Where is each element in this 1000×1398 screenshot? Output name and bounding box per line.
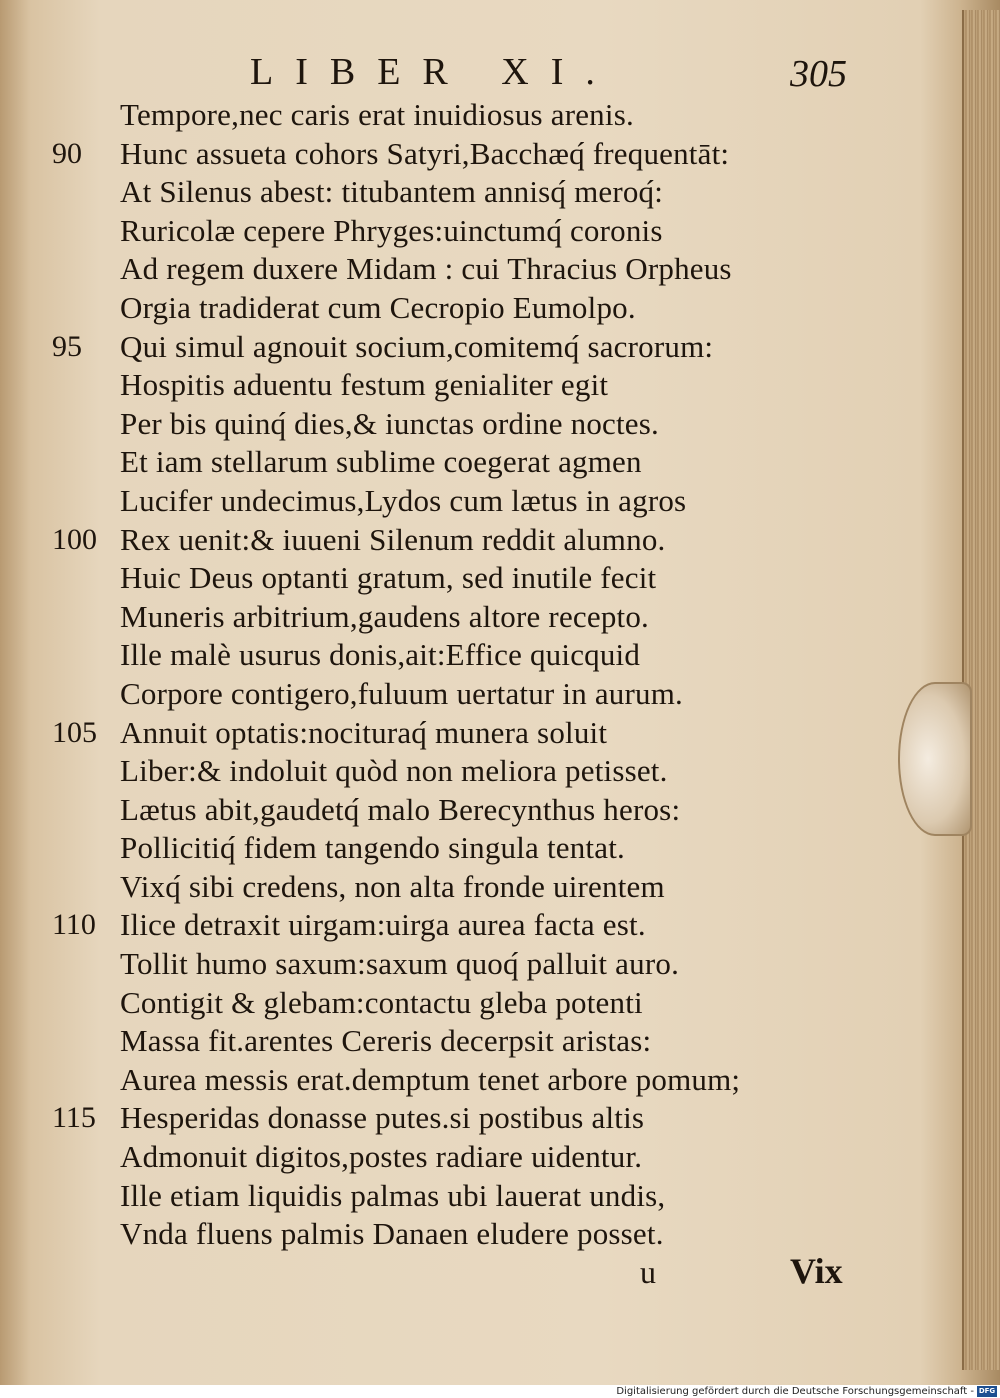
verse-text: Hesperidas donasse putes.si postibus altis [120, 1100, 645, 1136]
verse-text: At Silenus abest: titubantem annisq́ meroq́: [120, 174, 664, 210]
verse-text: Per bis quinq́ dies,& iunctas ordine noctes. [120, 405, 659, 441]
verse-line [0, 675, 960, 714]
verse-line [0, 1022, 960, 1061]
verse-line [0, 328, 960, 367]
verse-line [0, 868, 960, 907]
verse-text: Pollicitiq́ fidem tangendo singula tentat. [120, 830, 625, 866]
verse-line [0, 482, 960, 521]
line-number: 110 [52, 908, 96, 942]
verse-line [0, 791, 960, 830]
verse-line [0, 135, 960, 174]
verse-line [0, 521, 960, 560]
verse-line [0, 752, 960, 791]
verse-text: Ille malè usurus donis,ait:Effice quicquid [120, 637, 641, 673]
verse-text: Ruricolæ cepere Phryges:uinctumq́ coronis [120, 212, 663, 248]
running-head: LIBER XI. [250, 51, 617, 93]
verse-line [0, 173, 960, 212]
verse-text: Admonuit digitos,postes radiare uidentur. [120, 1139, 643, 1175]
line-number: 90 [52, 136, 82, 170]
verse-line [0, 1138, 960, 1177]
verse-text: Tollit humo saxum:saxum quoq́ palluit auro. [120, 946, 680, 982]
page-header [250, 50, 890, 100]
verse-text: Ilice detraxit uirgam:uirga aurea facta est. [120, 907, 646, 943]
verse-text: Hospitis aduentu festum genialiter egit [120, 367, 609, 403]
verse-text: Liber:& indoluit quòd non meliora petisset. [120, 753, 668, 789]
verse-line [0, 96, 960, 135]
verse-line [0, 250, 960, 289]
verse-text: Orgia tradiderat cum Cecropio Eumolpo. [120, 289, 636, 325]
verse-line [0, 1061, 960, 1100]
line-number: 105 [52, 715, 97, 749]
verse-text: Lætus abit,gaudetq́ malo Berecynthus heros: [120, 791, 681, 827]
verse-line [0, 984, 960, 1023]
catchword: Vix [790, 1251, 843, 1291]
verse-text: Corpore contigero,fuluum uertatur in aurum. [120, 675, 683, 711]
verse-line [0, 714, 960, 753]
verse-line [0, 598, 960, 637]
verse-text: Qui simul agnouit socium,comitemq́ sacrorum: [120, 328, 714, 364]
line-number: 115 [52, 1101, 96, 1135]
verse-line [0, 212, 960, 251]
verse-line [0, 1215, 960, 1254]
verse-text: Ad regem duxere Midam : cui Thracius Orpheus [120, 251, 732, 287]
signature-mark: u [640, 1254, 656, 1290]
verse-text: Vnda fluens palmis Danaen eludere posset. [120, 1216, 664, 1252]
verse-text: Contigit & glebam:contactu gleba potenti [120, 984, 643, 1020]
verse-line [0, 559, 960, 598]
verse-line [0, 1099, 960, 1138]
verse-text: Huic Deus optanti gratum, sed inutile fecit [120, 560, 657, 596]
page-footer-catch [0, 1250, 960, 1300]
verse-line [0, 1177, 960, 1216]
verse-line [0, 636, 960, 675]
verse-text: Hunc assueta cohors Satyri,Bacchæq́ frequentāt: [120, 135, 730, 171]
verse-text: Massa fit.arentes Cereris decerpsit aristas: [120, 1023, 652, 1059]
funding-credit: Digitalisierung gefördert durch die Deutsche Forschungsgemeinschaft - [616, 1386, 974, 1397]
verse-line [0, 906, 960, 945]
line-number: 100 [52, 522, 97, 556]
line-number: 95 [52, 329, 82, 363]
verse-text: Lucifer undecimus,Lydos cum lætus in agros [120, 482, 687, 518]
verse-line [0, 366, 960, 405]
verse-text: Vixq́ sibi credens, non alta fronde uirentem [120, 868, 665, 904]
verse-line [0, 289, 960, 328]
verse-text: Et iam stellarum sublime coegerat agmen [120, 444, 642, 480]
verse-line [0, 945, 960, 984]
verse-text: Muneris arbitrium,gaudens altore recepto. [120, 598, 649, 634]
verse-lines [0, 96, 960, 1254]
folio-number: 305 [790, 53, 847, 95]
verse-line [0, 829, 960, 868]
digitization-footer [0, 1385, 1000, 1398]
verse-line [0, 405, 960, 444]
verse-text: Ille etiam liquidis palmas ubi lauerat undis, [120, 1177, 666, 1213]
verse-text: Tempore,nec caris erat inuidiosus arenis. [120, 97, 634, 132]
dfg-logo: DFG [978, 1387, 996, 1395]
verse-text: Rex uenit:& iuueni Silenum reddit alumno. [120, 521, 666, 557]
verse-text: Annuit optatis:nocituraq́ munera soluit [120, 714, 608, 750]
verse-text: Aurea messis erat.demptum tenet arbore pomum; [120, 1061, 741, 1097]
verse-line [0, 443, 960, 482]
